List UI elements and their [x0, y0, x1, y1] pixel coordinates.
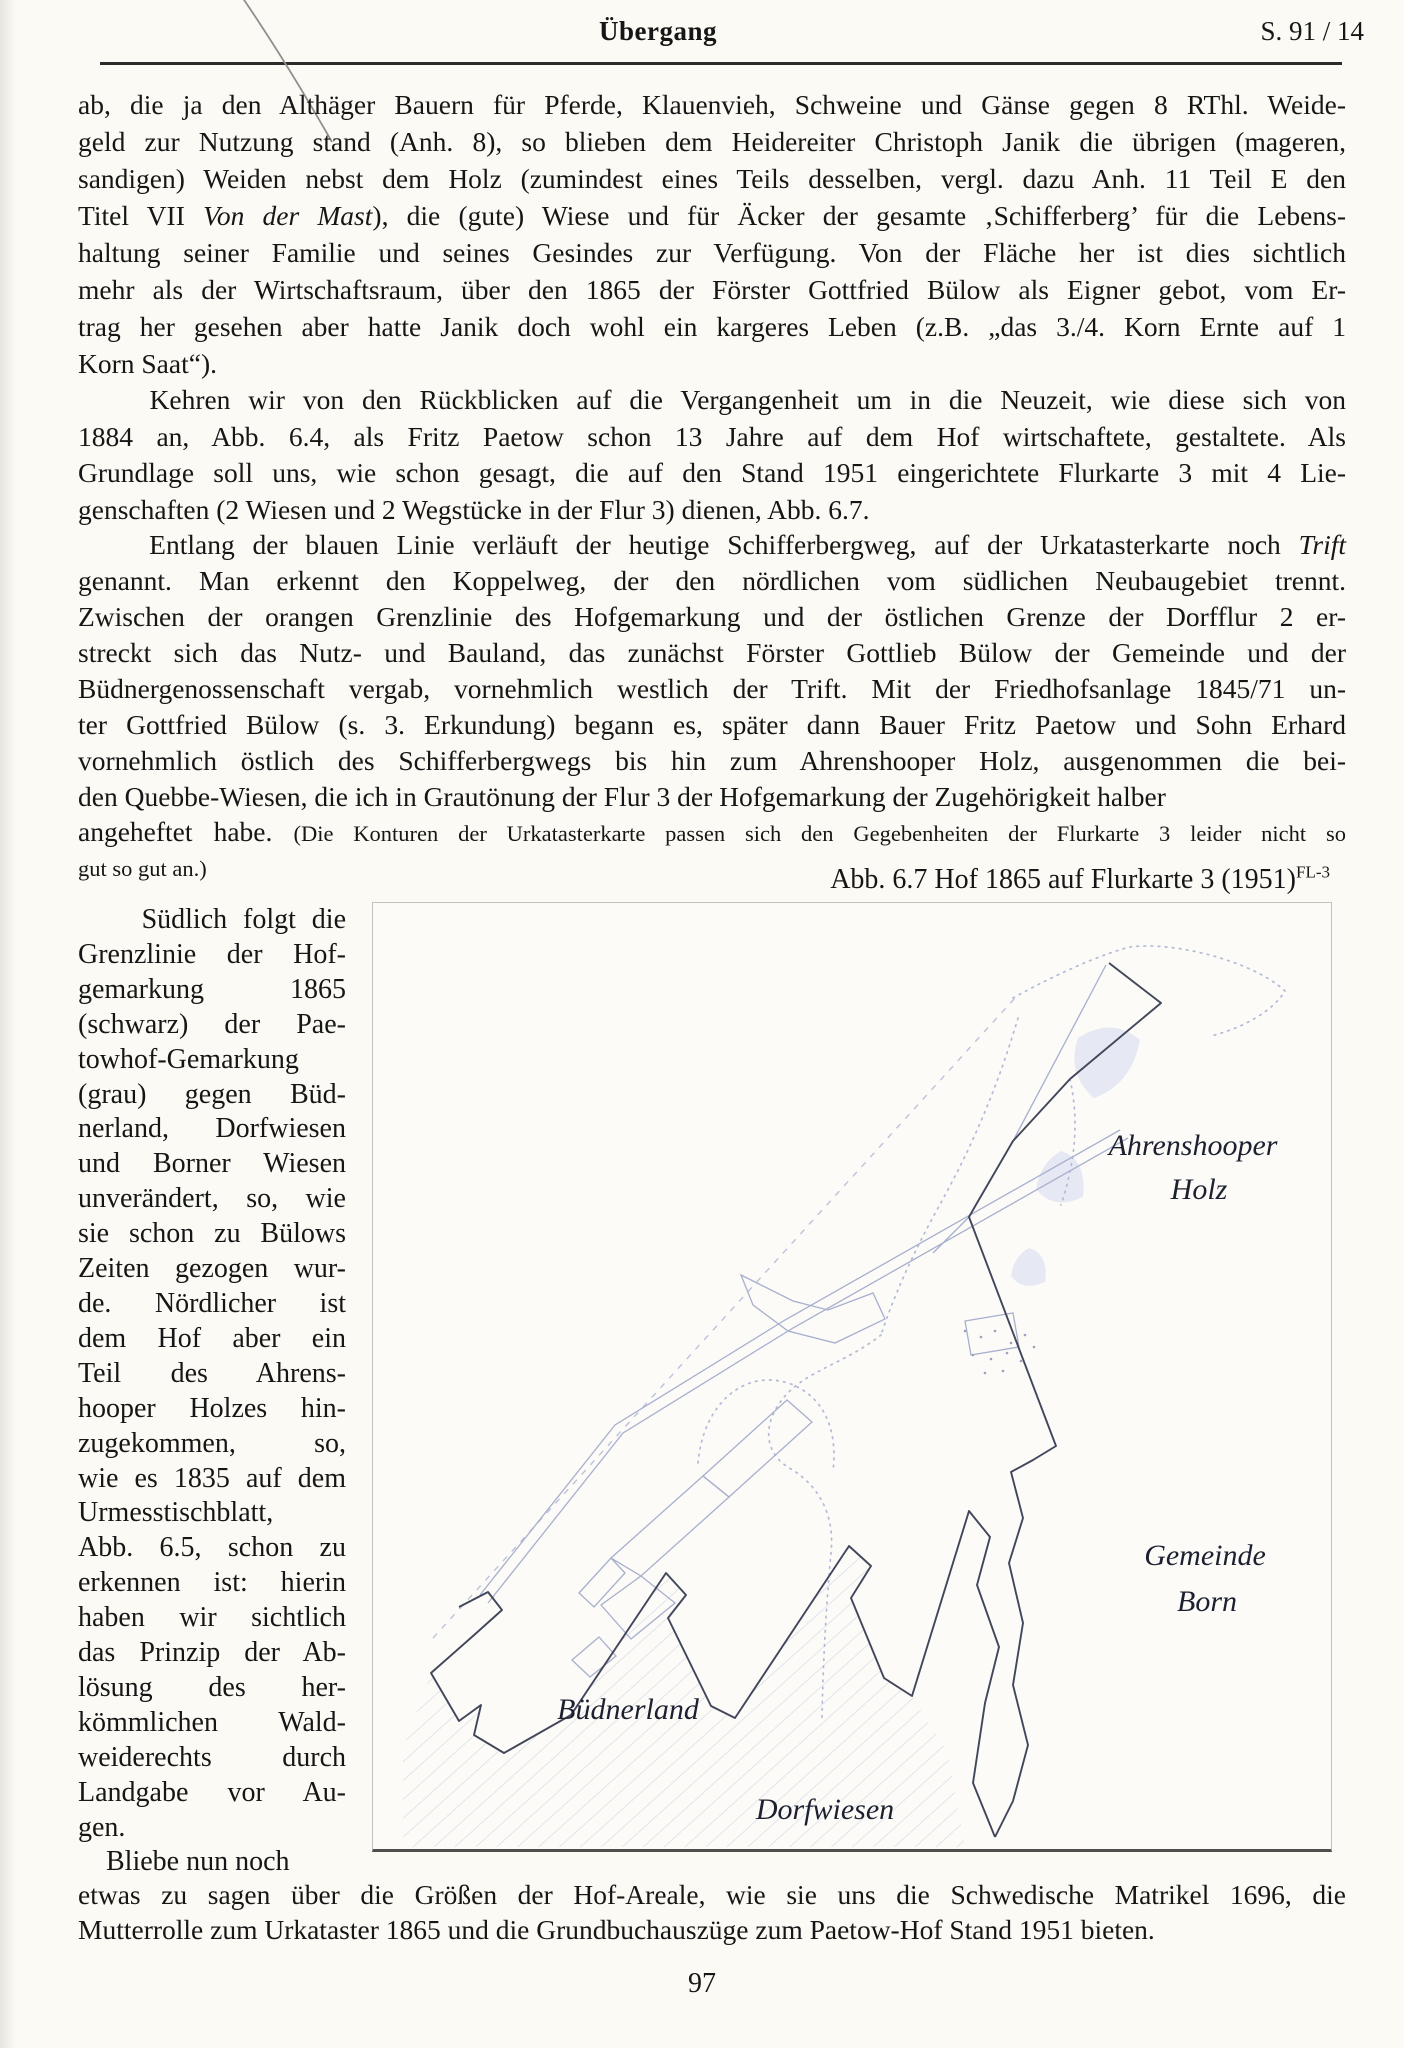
- text-line: de. Nördlicher ist: [78, 1287, 346, 1319]
- page-number: 97: [688, 1968, 716, 1999]
- text-line: angeheftet habe. (Die Konturen der Urkatasterkarte passen sich den Gegebenheiten der Flurkarte 3 leider nicht so: [78, 816, 1346, 847]
- text-line: Grundlage soll uns, wie schon gesagt, die auf den Stand 1951 eingerichtete Flurkarte 3 mit 4 Lie-: [78, 457, 1346, 488]
- figure-caption: [830, 864, 1330, 896]
- text-line: Südlich folgt die: [78, 904, 346, 935]
- text-line: genannt. Man erkennt den Koppelweg, der den nördlichen vom südlichen Neubaugebiet trennt.: [78, 565, 1346, 596]
- text-line: streckt sich das Nutz- und Bauland, das zunächst Förster Gottlieb Bülow der Gemeinde und der: [78, 637, 1346, 668]
- map-label-born: Born: [1177, 1585, 1237, 1618]
- text-line: Büdnergenossenschaft vergab, vornehmlich westlich der Trift. Mit der Friedhofsanlage 1845/71 un-: [78, 673, 1346, 704]
- text-line: haben wir sichtlich: [78, 1602, 346, 1634]
- paragraph-1: [78, 86, 1346, 382]
- text-line: 1884 an, Abb. 6.4, als Fritz Paetow schon 13 Jahre auf dem Hof wirtschaftete, gestaltete. Als: [78, 420, 1346, 452]
- text-line: kömmlichen Wald-: [78, 1706, 346, 1738]
- header-rule: [100, 62, 1342, 65]
- map-dashed-boundary: [433, 998, 1015, 1638]
- text-line: und Borner Wiesen: [78, 1148, 346, 1180]
- text-line: das Prinzip der Ab-: [78, 1637, 346, 1669]
- text-line: Zeiten gezogen wur-: [78, 1253, 346, 1285]
- text-line: erkennen ist: hierin: [78, 1567, 346, 1599]
- figure-caption-superscript: FL-3: [1296, 862, 1330, 882]
- text-line: gemarkung 1865: [78, 973, 346, 1005]
- scan-edge-shadow: [0, 0, 16, 2048]
- text-line: Zwischen der orangen Grenzlinie des Hofgemarkung und der östlichen Grenze der Dorfflur 2 er-: [78, 601, 1346, 632]
- text-line: Abb. 6.5, schon zu: [78, 1532, 346, 1564]
- text-line: Entlang der blauen Linie verläuft der heutige Schifferbergweg, auf der Urkatasterkarte noch Trift: [78, 529, 1346, 560]
- text-line: sandigen) Weiden nebst dem Holz (zumindest eines Teils desselben, vergl. dazu Anh. 11 Teil E den: [78, 163, 1346, 194]
- text-line: gut so gut an.): [78, 856, 207, 881]
- paragraph-2: [78, 382, 1346, 528]
- left-column-text: [78, 903, 346, 1880]
- text-line: zugekommen, so,: [78, 1427, 346, 1459]
- page-header-title: Übergang: [599, 16, 717, 46]
- figure-caption-text: Abb. 6.7 Hof 1865 auf Flurkarte 3 (1951): [830, 864, 1296, 895]
- map-label-buednerland: Büdnerland: [557, 1693, 699, 1726]
- text-line: geld zur Nutzung stand (Anh. 8), so blieben dem Heidereiter Christoph Janik die übrigen (mageren,: [78, 126, 1346, 157]
- text-line: Kehren wir von den Rückblicken auf die Vergangenheit um in die Neuzeit, wie diese sich von: [78, 384, 1346, 415]
- bottom-paragraph: [78, 1878, 1346, 1947]
- text-line: haltung seiner Familie und seines Gesindes zur Verfügung. Von der Fläche her ist dies sichtlich: [78, 237, 1346, 268]
- text-line: Mutterrolle zum Urkataster 1865 und die Grundbuchauszüge zum Paetow-Hof Stand 1951 bieten.: [78, 1913, 1155, 1945]
- text-line: Landgabe vor Au-: [78, 1776, 346, 1808]
- text-line: vornehmlich östlich des Schifferbergwegs bis hin zum Ahrenshooper Holz, ausgenommen die bei-: [78, 745, 1346, 776]
- text-line: genschaften (2 Wiesen und 2 Wegstücke in der Flur 3) dienen, Abb. 6.7.: [78, 493, 870, 525]
- cadastral-map-figure: [372, 902, 1332, 1852]
- map-label-ahrenshooper: Ahrenshooper: [1108, 1129, 1278, 1162]
- text-line: hooper Holzes hin-: [78, 1392, 346, 1424]
- cadastral-map: [373, 903, 1331, 1849]
- text-line: nerland, Dorfwiesen: [78, 1113, 346, 1145]
- map-label-dorfwiesen: Dorfwiesen: [755, 1793, 895, 1826]
- text-line: Korn Saat“).: [78, 348, 217, 379]
- text-line: Teil des Ahrens-: [78, 1357, 346, 1389]
- text-line: Grenzlinie der Hof-: [78, 938, 346, 970]
- text-line: Urmesstischblatt,: [78, 1497, 274, 1529]
- text-line: ab, die ja den Althäger Bauern für Pferde, Klauenvieh, Schweine und Gänse gegen 8 RThl. Weide-: [78, 89, 1346, 120]
- text-line: den Quebbe-Wiesen, die ich in Grautönung der Flur 3 der Hofgemarkung der Zugehörigkeit halber: [78, 781, 1166, 812]
- text-line: dem Hof aber ein: [78, 1322, 346, 1354]
- text-line: lösung des her-: [78, 1671, 346, 1703]
- text-line: towhof-Gemarkung: [78, 1043, 299, 1075]
- text-line: mehr als der Wirtschaftsraum, über den 1865 der Förster Gottfried Bülow als Eigner gebot, vom Er-: [78, 274, 1346, 305]
- text-line: Bliebe nun noch: [78, 1846, 290, 1878]
- map-speckles: [964, 1330, 1036, 1375]
- text-line: ter Gottfried Bülow (s. 3. Erkundung) begann es, später dann Bauer Fritz Paetow und Sohn Erhard: [78, 709, 1346, 740]
- text-line: sie schon zu Bülows: [78, 1218, 346, 1250]
- paragraph-3: [78, 527, 1346, 815]
- map-label-holz: Holz: [1170, 1173, 1228, 1206]
- text-line: gen.: [78, 1811, 126, 1843]
- map-label-gemeinde: Gemeinde: [1144, 1539, 1266, 1572]
- text-line: etwas zu sagen über die Größen der Hof-Areale, wie sie uns die Schwedische Matrikel 1696, die: [78, 1879, 1346, 1910]
- text-line: Titel VII Von der Mast), die (gute) Wiese und für Äcker der gesamte ‚Schifferberg’ für die Lebens-: [78, 200, 1346, 231]
- text-line: wie es 1835 auf dem: [78, 1462, 346, 1494]
- map-parcel-lines: [480, 965, 1128, 1677]
- text-line: (schwarz) der Pae-: [78, 1008, 346, 1040]
- text-line: weiderechts durch: [78, 1741, 346, 1773]
- text-line: trag her gesehen aber hatte Janik doch wohl ein kargeres Leben (z.B. „das 3./4. Korn Ernte auf 1: [78, 311, 1346, 342]
- page-header-reference: S. 91 / 14: [1260, 16, 1364, 46]
- text-line: unverändert, so, wie: [78, 1183, 346, 1215]
- text-line: (grau) gegen Büd-: [78, 1078, 346, 1110]
